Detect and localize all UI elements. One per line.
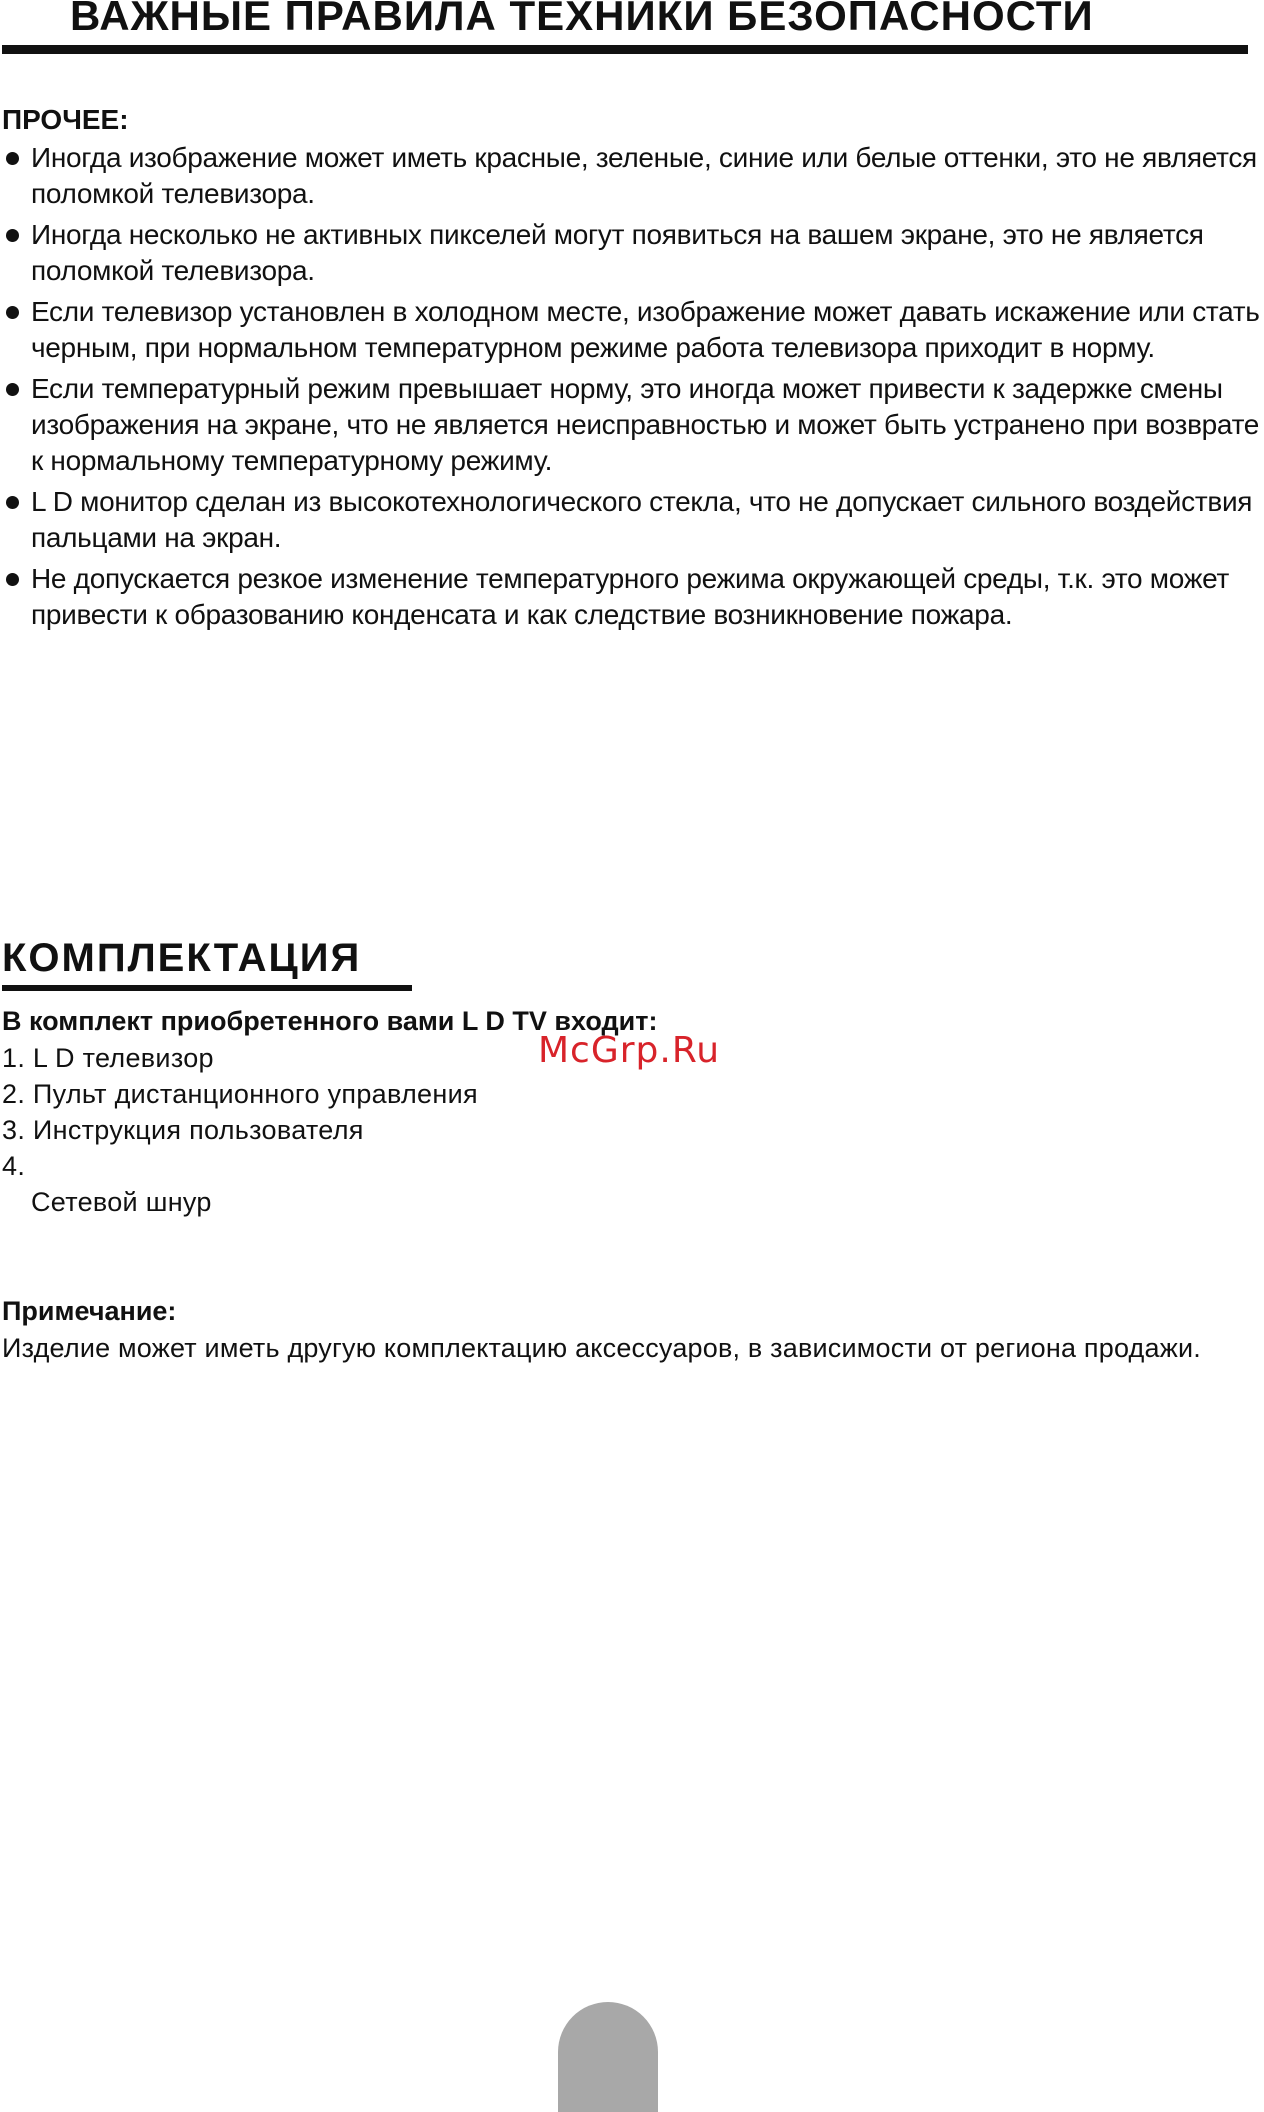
bullet-icon (6, 496, 19, 509)
kit-list (2, 1040, 478, 1220)
kit-item-power-cord: Сетевой шнур (31, 1187, 212, 1217)
list-item-text: Не допускается резкое изменение температурного режима окружающей среды, т.к. это может привести к образованию конденсата и как следствие возникновение пожара. (31, 563, 1229, 630)
list-item (4, 140, 1262, 212)
kit-section-title: КОМПЛЕКТАЦИЯ (2, 936, 362, 980)
title-divider (2, 45, 1248, 54)
list-item (4, 294, 1262, 366)
bullet-icon (6, 383, 19, 396)
note-label: Примечание: (2, 1296, 177, 1326)
kit-item-tv: 1. L D телевизор (2, 1043, 214, 1073)
bullet-icon (6, 229, 19, 242)
list-item-text: Иногда изображение может иметь красные, зеленые, синие или белые оттенки, это не является поломкой телевизора. (31, 142, 1257, 209)
watermark: McGrp.Ru (538, 1030, 721, 1071)
kit-item-remote: 2. Пульт дистанционного управления (2, 1079, 478, 1109)
bullet-icon (6, 573, 19, 586)
page-number-tab (558, 2002, 658, 2112)
list-item-text: Иногда несколько не активных пикселей могут появиться на вашем экране, это не является поломкой телевизора. (31, 219, 1204, 286)
note-text: Изделие может иметь другую комплектацию аксессуаров, в зависимости от региона продажи. (2, 1333, 1201, 1363)
list-item-text: L D монитор сделан из высокотехнологического стекла, что не допускает сильного воздействия пальцами на экран. (31, 486, 1253, 553)
list-item-text: Если температурный режим превышает норму, это иногда может привести к задержке смены изображения на экране, что не является неисправностью и может быть устранено при возврате к нормальному температурному режиму. (31, 373, 1260, 476)
kit-intro: В комплект приобретенного вами L D TV входит: (2, 1006, 658, 1036)
kit-title-underline (2, 985, 412, 991)
section-label-other: ПРОЧЕЕ: (2, 104, 129, 135)
bullet-icon (6, 152, 19, 165)
list-item (4, 371, 1262, 479)
list-item (4, 561, 1262, 633)
kit-item-manual: 3. Инструкция пользователя (2, 1115, 364, 1145)
safety-bullet-list (4, 140, 1262, 638)
kit-item-4-number: 4. (2, 1151, 26, 1181)
list-item (4, 484, 1262, 556)
list-item-text: Если телевизор установлен в холодном месте, изображение может давать искажение или стать черным, при нормальном температурном режиме работа телевизора приходит в норму. (31, 296, 1260, 363)
bullet-icon (6, 306, 19, 319)
page-title: ВАЖНЫЕ ПРАВИЛА ТЕХНИКИ БЕЗОПАСНОСТИ (70, 0, 1094, 39)
list-item (4, 217, 1262, 289)
